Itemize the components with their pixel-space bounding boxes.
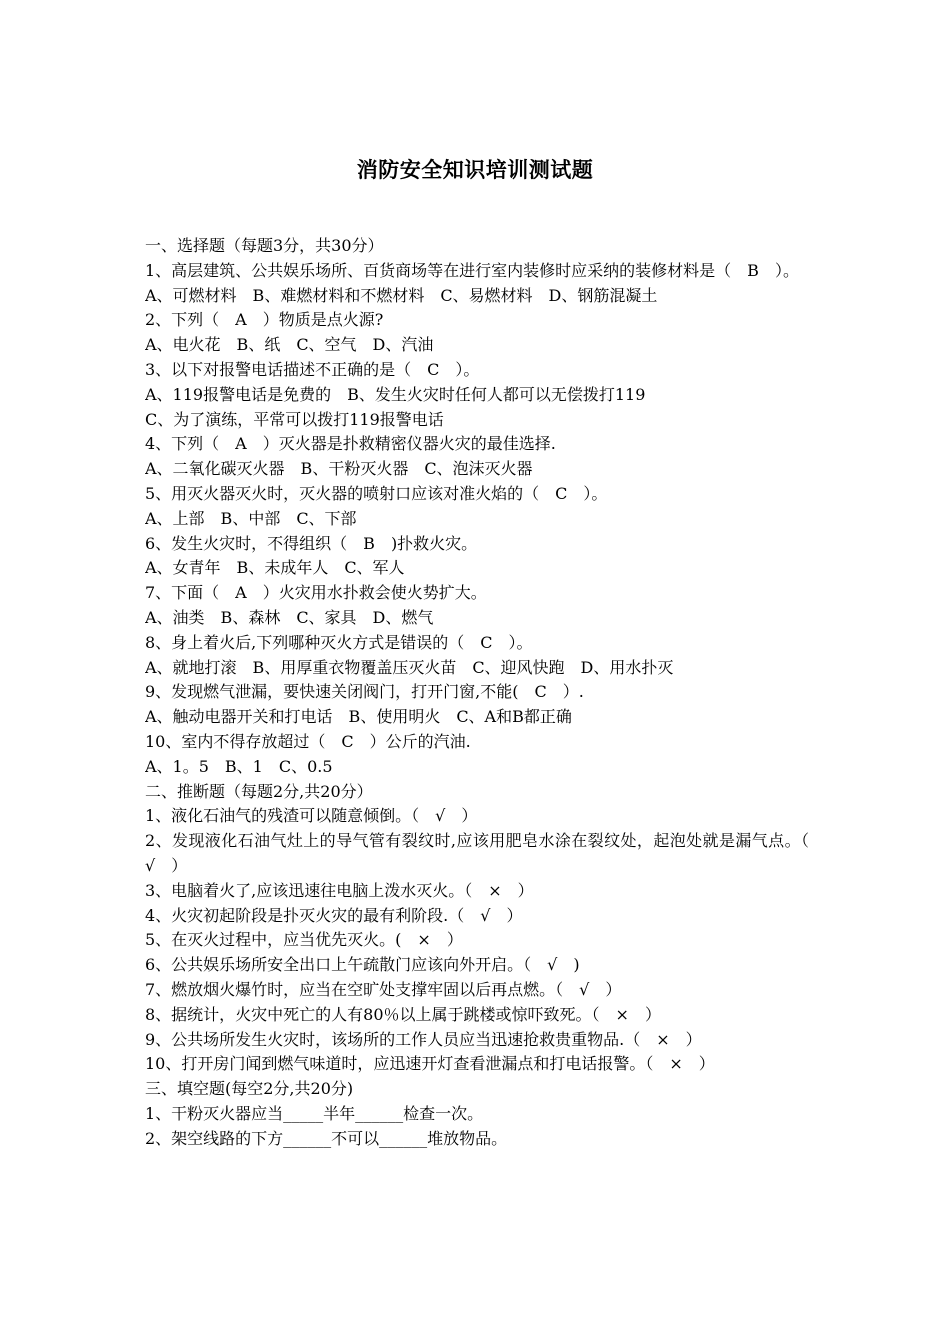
question-text: 1、高层建筑、公共娱乐场所、百货商场等在进行室内装修时应采纳的装修材料是（ B ）。 <box>145 260 799 280</box>
judgement-item: 9、公共场所发生火灾时，该场所的工作人员应当迅速抢救贵重物品.（ × ） <box>145 1029 702 1049</box>
question-text: 10、室内不得存放超过（ C ）公斤的汽油. <box>145 731 471 751</box>
judgement-item: 6、公共娱乐场所安全出口上午疏散门应该向外开启。（ √ ) <box>145 955 580 975</box>
question-text: 7、下面（ A ）火灾用水扑救会使火势扩大。 <box>145 583 487 603</box>
question-text: 2、下列（ A ）物质是点火源? <box>145 310 384 330</box>
judgement-item: 2、发现液化石油气灶上的导气管有裂纹时,应该用肥皂水涂在裂纹处，起泡处就是漏气点。（ √ ） <box>145 831 826 875</box>
fill-in-item: 2、架空线路的下方______不可以______堆放物品。 <box>145 1128 508 1148</box>
answer-options: C、为了演练，平常可以拨打119报警电话 <box>145 409 444 429</box>
answer-options: A、1。5 B、1 C、0.5 <box>145 756 333 776</box>
judgement-item: 4、火灾初起阶段是扑灭火灾的最有利阶段.（ √ ） <box>145 905 523 925</box>
question-text: 5、用灭火器灭火时，灭火器的喷射口应该对准火焰的（ C ）。 <box>145 483 608 503</box>
answer-options: A、油类 B、森林 C、家具 D、燃气 <box>145 607 434 627</box>
answer-options: A、上部 B、中部 C、下部 <box>145 508 357 528</box>
section-heading-judgement: 二、推断题（每题2分,共20分） <box>145 781 373 801</box>
answer-options: A、电火花 B、纸 C、空气 D、汽油 <box>145 335 434 355</box>
question-text: 3、以下对报警电话描述不正确的是（ C ）。 <box>145 359 480 379</box>
answer-options: A、二氧化碳灭火器 B、干粉灭火器 C、泡沫灭火器 <box>145 459 533 479</box>
fill-in-item: 1、干粉灭火器应当_____半年______检查一次。 <box>145 1103 484 1123</box>
judgement-item: 10、打开房门闻到燃气味道时，应迅速开灯查看泄漏点和打电话报警。（ × ） <box>145 1054 715 1074</box>
judgement-item: 3、电脑着火了,应该迅速往电脑上泼水灭火。（ × ） <box>145 880 534 900</box>
question-text: 8、身上着火后,下列哪种灭火方式是错误的（ C ）。 <box>145 632 533 652</box>
judgement-item: 7、燃放烟火爆竹时，应当在空旷处支撑牢固以后再点燃。（ √ ） <box>145 979 622 999</box>
answer-options: A、就地打滚 B、用厚重衣物覆盖压灭火苗 C、迎风快跑 D、用水扑灭 <box>145 657 674 677</box>
section-heading-choice: 一、选择题（每题3分，共30分） <box>145 236 384 255</box>
section-heading-fill-in: 三、填空题(每空2分,共20分) <box>145 1079 354 1099</box>
document-title: 消防安全知识培训测试题 <box>356 158 594 182</box>
answer-options: A、可燃材料 B、难燃材料和不燃材料 C、易燃材料 D、钢筋混凝土 <box>145 285 658 305</box>
answer-options: A、触动电器开关和打电话 B、使用明火 C、A和B都正确 <box>145 707 572 727</box>
document-body <box>145 234 826 1151</box>
answer-options: A、119报警电话是免费的 B、发生火灾时任何人都可以无偿拨打119 <box>145 384 646 404</box>
question-text: 6、发生火灾时，不得组织（ B )扑救火灾。 <box>145 533 478 553</box>
judgement-item: 1、液化石油气的残渣可以随意倾倒。（ √ ） <box>145 806 478 826</box>
answer-options: A、女青年 B、未成年人 C、军人 <box>145 558 405 578</box>
question-text: 9、发现燃气泄漏，要快速关闭阀门，打开门窗,不能( C ）. <box>145 682 584 702</box>
judgement-item: 8、据统计，火灾中死亡的人有80％以上属于跳楼或惊吓致死。（ × ） <box>145 1004 661 1024</box>
question-text: 4、下列（ A ）灭火器是扑救精密仪器火灾的最佳选择. <box>145 434 556 454</box>
judgement-item: 5、在灭火过程中，应当优先灭火。( × ） <box>145 930 463 950</box>
